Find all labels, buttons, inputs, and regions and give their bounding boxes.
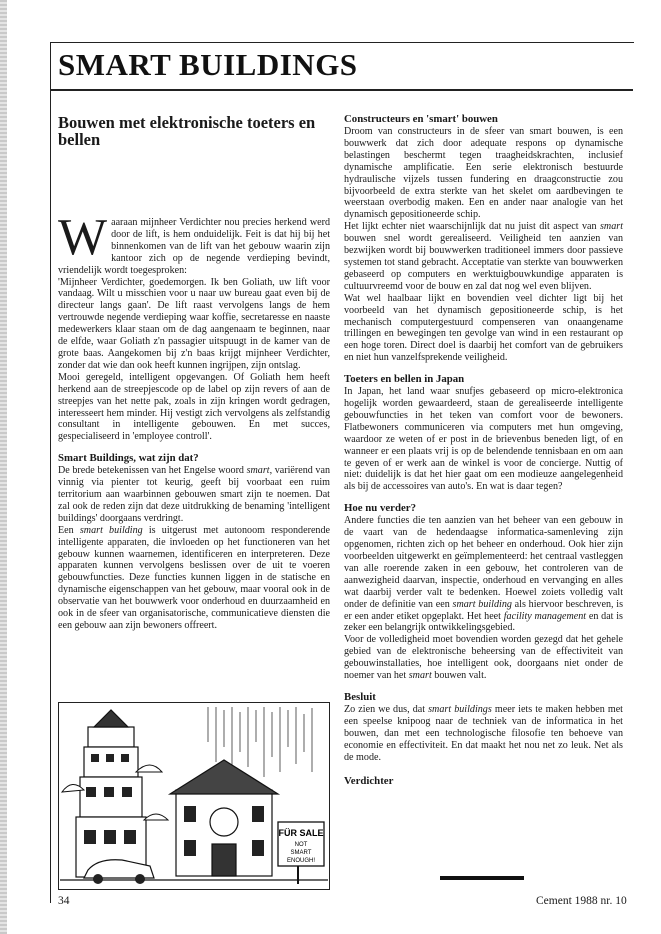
article-subtitle: Bouwen met elektronische toeters en bellen — [58, 113, 316, 149]
car-wheel — [93, 874, 103, 884]
section-heading: Smart Buildings, wat zijn dat? — [58, 452, 199, 465]
car-wheel — [135, 874, 145, 884]
author-signature: Verdichter — [344, 774, 394, 787]
body-paragraph: Wat wel haalbaar lijkt en bovendien veel dichter ligt bij het voorbeeld van het dynamisch gepositioneerde schip, is het mechanisch computergestuurd compenseren van onaangename trillingen en bewegingen ten gevolge van wind in een restaurant op een hoge toren. Direct doel is daarbij het comfort van de gebruikers en niet hun vanzelfsprekende veiligheid. — [344, 292, 623, 364]
section-heading: Hoe nu verder? — [344, 502, 416, 515]
section-heading: Constructeurs en 'smart' bouwen — [344, 113, 498, 125]
sign-text: SMART — [290, 850, 312, 856]
body-paragraph: Voor de volledigheid moet bovendien worden gezegd dat het gehele gebied van de elektronische beheersing van de effectiviteit van gebouwinstallaties, hoe intelligent ook, doorgaans niet onder de noemer van het smart bouwen valt. — [344, 634, 623, 682]
masthead-rule — [50, 89, 633, 91]
body-paragraph: Droom van constructeurs in de sfeer van smart bouwen, is een bouwwerk dat zich door adequate respons op dynamische belastingen beschermt tegen traagheidskrachten, inclusief dynamische amplificatie. Een serie elektronisch bestuurde hydraulische vijzels tussen fundering en draagconstructie zou bijvoorbeeld de extra sterkte van het skelet om aardbevingen te weerstaan overbodig maken. Een en ander naar analogie van het dynamisch gepositioneerde schip. — [344, 126, 623, 221]
cartoon-illustration — [58, 702, 330, 890]
masthead: SMART BUILDINGS — [58, 47, 358, 82]
body-paragraph: Zo zien we dus, dat smart buildings meer iets te maken hebben met een speelse knipoog naar de techniek van de informatica in het bouwen, dan met een technologische filosofie ten behoeve van economie en effectiviteit. En dat maakt het nou net zo leuk. Net als de mode. — [344, 703, 623, 763]
end-rule — [440, 876, 524, 880]
drop-cap: W — [58, 209, 108, 266]
page-number: 34 — [58, 895, 70, 907]
section-heading: Toeters en bellen in Japan — [344, 373, 465, 386]
sign-text: ENOUGH! — [286, 858, 316, 864]
right-column — [344, 113, 623, 787]
body-paragraph: Mooi geregeld, intelligent opgevangen. Of Goliath hem heeft herkend aan de streepjescode op de label op zijn revers of aan de streepjes van het nette pak, zoals in zijn kringen wordt gedragen, interesseert hem minder. Hij vestigt zich vervolgens als zelfstandig consultant in intelligente gebouwen. En met succes, gespecialiseerd in 'employee controll'. — [58, 371, 330, 443]
scan-edge — [0, 0, 7, 934]
section-heading: Besluit — [344, 690, 376, 703]
body-paragraph: Andere functies die ten aanzien van het beheer van een gebouw in de vaart van de hedendaagse informatica-samenleving zijn opgenomen, richten zich op het beheer en onderhoud. Ook hier zijn voorbeelden uitgewerkt en geïmplementeerd: het centraal vastleggen van alle roerende zaken in een gebouw, het controleren van de aanwezigheid daarvan, inspectie, onderhoud en vervanging en alles wat daarbij verder valt te bedenken. Hoewel zoiets volledig valt onder de definitie van een smart building als hiervoor beschreven, is er een ander etiket opgeplakt. Het heet facility management en dat is zeker een belangrijk ontwikkelingsgebied. — [344, 515, 624, 634]
intro-paragraph: Waaraan mijnheer Verdichter nou precies herkend werd door de lift, is hem onduidelijk. Feit is dat hij bij het binnenkomen van de lift van het gebouw waarin zijn kantoor zich op de negende verdieping bevindt, vriendelijk wordt toegesproken: — [58, 209, 330, 276]
body-paragraph: Een smart building is uitgerust met autonoom responderende intelligente apparaten, die invloeden op het functioneren van het gebouw kunnen waarnemen, identificeren en interpreteren. Deze apparaten kunnen vervolgens beslissen over de uit te voeren gebouwfuncties. Deze functies kunnen liggen in de statische en dynamische eigenschappen van het gebouw, maar vooral ook in de observatie van het bouwwerk voor onderhoud en duurzaamheid en ook in de sfeer van organisatorische, communicatieve diensten die een gebouw aan zijn bewoners offreert. — [58, 524, 331, 631]
body-paragraph: In Japan, het land waar snufjes gebaseerd op micro-elektronica hogelijk worden gewaardeerd, staan de gerealiseerde intelligente gebouwfuncties in het teken van comfort voor de bewoners. Flatbewoners communiceren via computers met hun omgeving, waardoor ze weten of er post in de brievenbus beneden ligt, of en wanneer er een plaats vrij is op de belendende tennisbaan en om aan te geven of er werk aan de winkel is voor de concierge. Nuttig of niet: duidelijk is dat het hier gaat om een modieuze aangelegenheid als bij de accessoires van auto's. En wat is daar tegen? — [344, 386, 623, 493]
sign-text: FÜR SALE — [278, 828, 324, 838]
body-paragraph: Het lijkt echter niet waarschijnlijk dat nu juist dit aspect van smart bouwen snel wordt gerealiseerd. Veiligheid ten aanzien van bezwijken wordt bij bouwwerken traditioneel immers door passieve systemen tot stand gebracht. Acceptatie van sterkte van bouwwerken gebaseerd op computers en werktuigbouwkundige apparaten is cultuurvreemd voor de bouw en zal dat nog wel even blijven. — [344, 221, 623, 292]
body-paragraph: De brede betekenissen van het Engelse woord smart, variërend van vinnig via pienter tot keurig, geeft bij voorbaat een ruim territorium aan waarbinnen gebouwen smart zijn te noemen. Dat zal ook de reden zijn dat deze uitdrukking de benaming 'intelligent buildings' doorgaans verdringt. — [58, 465, 330, 524]
body-paragraph: 'Mijnheer Verdichter, goedemorgen. Ik ben Goliath, uw lift voor vandaag. Wilt u misschien voor u naar uw bureau gaat even bij de directeur langs gaan'. De lift raast vervolgens langs de hem vertrouwde negende verdieping waar koffie, secretaresse en naaste medewerkers klaar staan om de dag aangenaam te beginnen, naar de elfde, waar Goliath z'n passagier uitspuugt in de kamer van de grote baas. Aangekomen bij z'n baas krijgt mijnheer Verdichter, zonder dat wie dan ook heeft kunnen ingrijpen, zijn ontslag. — [58, 276, 330, 371]
left-column — [58, 209, 331, 632]
journal-footer: Cement 1988 nr. 10 — [536, 895, 627, 907]
sign-text: NOT — [294, 842, 308, 848]
